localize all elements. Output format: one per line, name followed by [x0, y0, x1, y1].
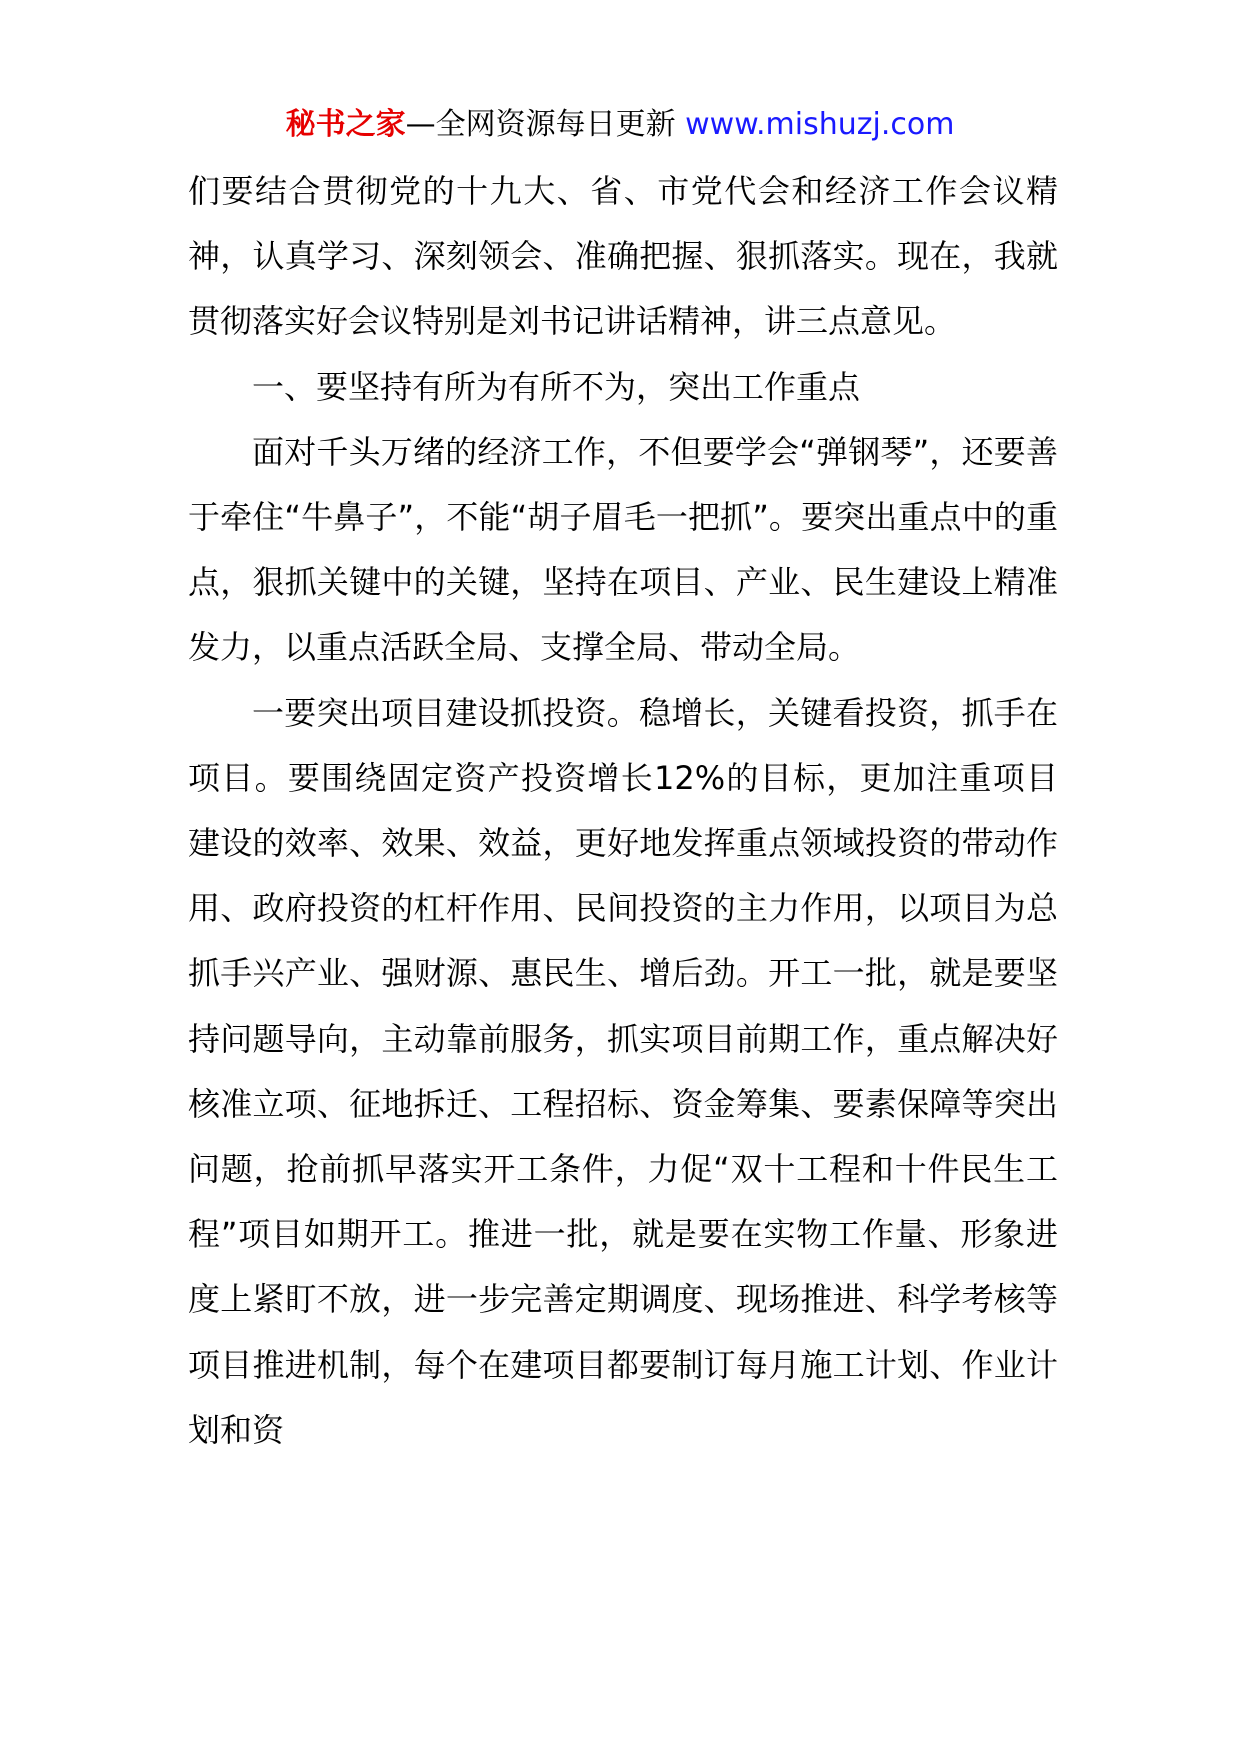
header-tagline: —全网资源每日更新 [405, 107, 686, 142]
paragraph: 面对千头万绪的经济工作，不但要学会“弹钢琴”，还要善于牵住“牛鼻子”，不能“胡子眉毛一把抓”。要突出重点中的重点，狠抓关键中的关键，坚持在项目、产业、民生建设上精准发力，以重点活跃全局、支撑全局、带动全局。 [188, 432, 1058, 667]
page-header [0, 100, 1240, 150]
paragraph-continued: 们要结合贯彻党的十九大、省、市党代会和经济工作会议精神，认真学习、深刻领会、准确把握、狠抓落实。现在，我就贯彻落实好会议特别是刘书记讲话精神，讲三点意见。 [188, 172, 1058, 341]
paragraph: 一要突出项目建设抓投资。稳增长，关键看投资，抓手在项目。要围绕固定资产投资增长12%的目标，更加注重项目建设的效率、效果、效益，更好地发挥重点领域投资的带动作用、政府投资的杠杆作用、民间投资的主力作用，以项目为总抓手兴产业、强财源、惠民生、增后劲。开工一批，就是要坚持问题导向，主动靠前服务，抓实项目前期工作，重点解决好核准立项、征地拆迁、工程招标、资金筹集、要素保障等突出问题，抢前抓早落实开工条件，力促“双十工程和十件民生工程”项目如期开工。推进一批，就是要在实物工作量、形象进度上紧盯不放，进一步完善定期调度、现场推进、科学考核等项目推进机制，每个在建项目都要制订每月施工计划、作业计划和资 [188, 693, 1058, 1449]
header-url-link[interactable]: www.mishuzj.com [685, 107, 955, 142]
document-body [188, 159, 1058, 1463]
header-brand: 秘书之家 [285, 107, 406, 142]
section-heading: 一、要坚持有所为有所不为，突出工作重点 [252, 367, 861, 406]
